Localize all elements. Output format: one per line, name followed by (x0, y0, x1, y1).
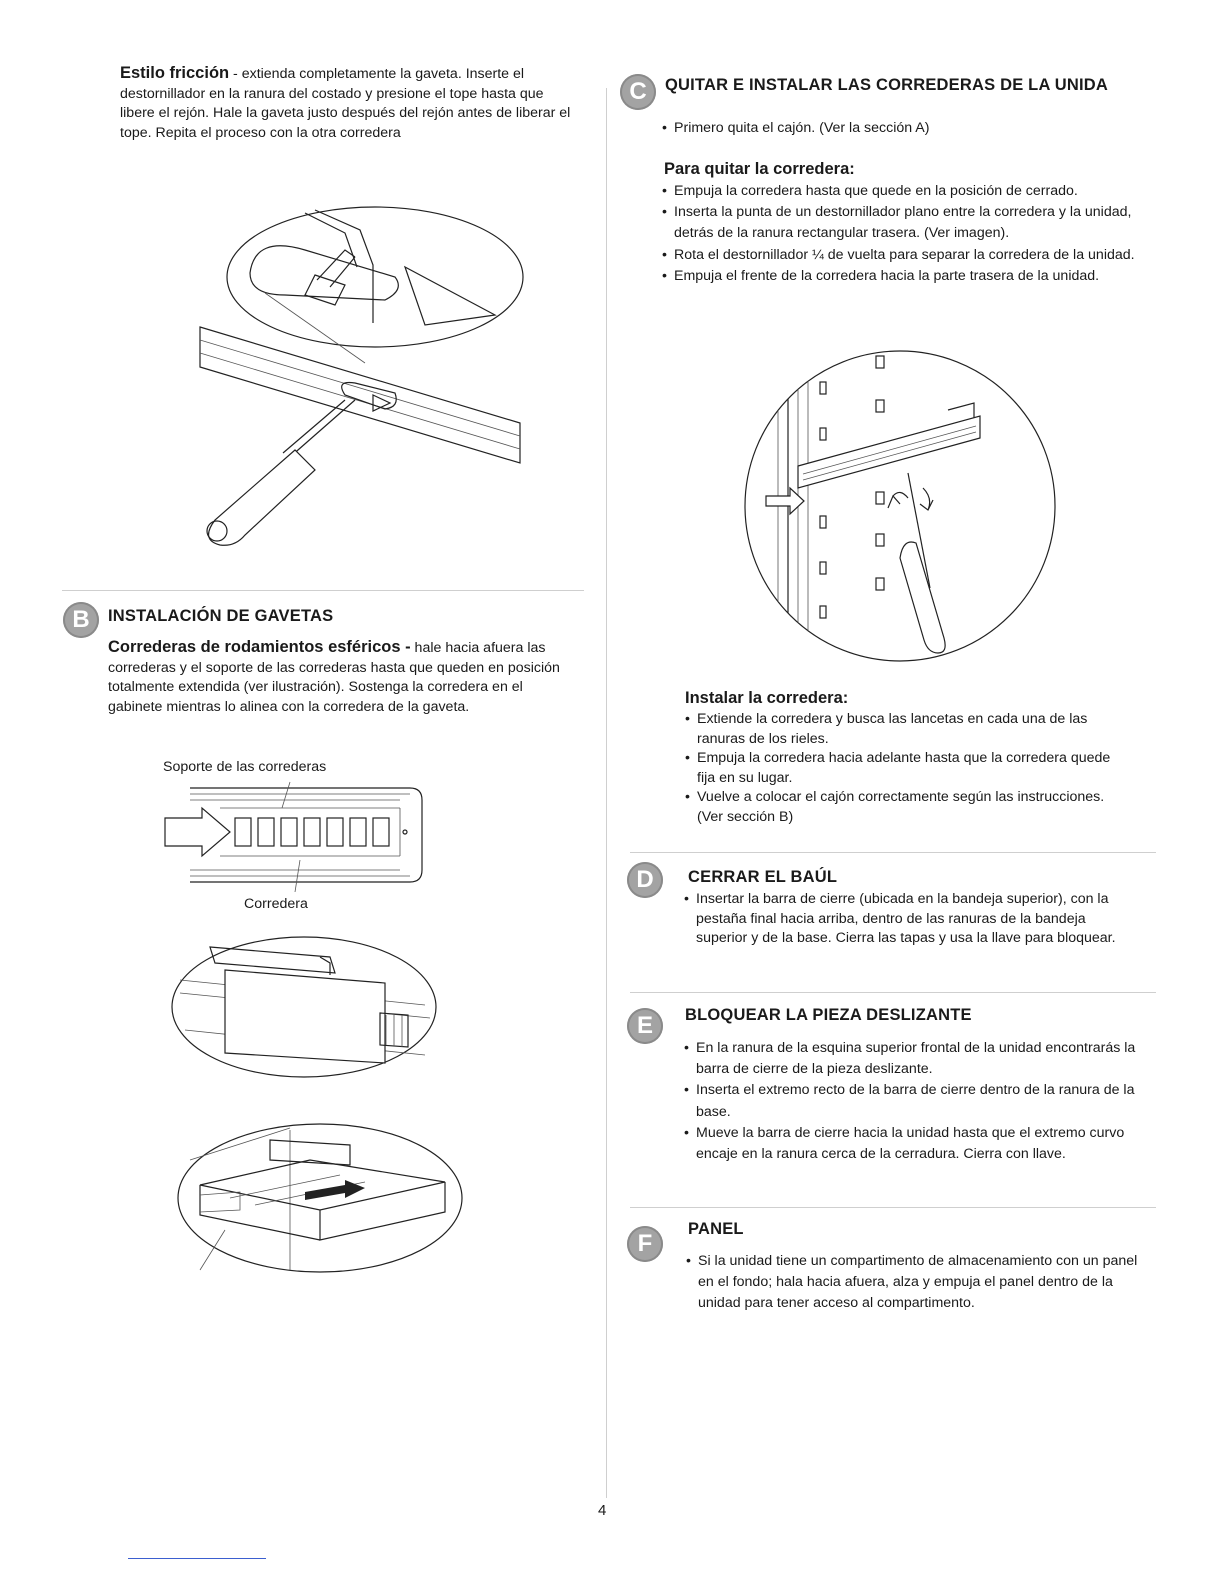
section-b-badge: B (63, 602, 99, 638)
section-e-badge: E (627, 1008, 663, 1044)
remove-slide-illustration (748, 348, 1058, 666)
list-item: • Empuja el frente de la corredera hacia la parte trasera de la unidad. (662, 266, 1154, 287)
section-b-heading: INSTALACIÓN DE GAVETAS (108, 607, 334, 625)
divider-right-1 (630, 852, 1156, 853)
remove-title: Para quitar la corredera: (664, 160, 855, 178)
footnote-rule (128, 1558, 266, 1559)
section-c-intro-list (662, 118, 1132, 139)
install-title: Instalar la corredera: (685, 689, 849, 707)
slide-align-illustration (170, 935, 440, 1085)
list-item: • Mueve la barra de cierre hacia la unidad hasta que el extremo curvo encaje en la ranura cerca de la cerradura. Cierra con llave. (684, 1123, 1154, 1165)
list-item: • Inserta la punta de un destornillador plano entre la corredera y la unidad, detrás de la ranura rectangular trasera. (Ver imagen). (662, 202, 1154, 244)
page-number: 4 (598, 1502, 607, 1519)
remove-list (662, 181, 1154, 287)
section-b-text: hale hacia afuera las correderas y el soporte de las correderas hasta que queden en posición totalmente extendida (ver ilustración). Sostenga la corredera en el gabinete mientras lo alinea con la corredera de la gaveta. (108, 640, 560, 715)
section-f-list (686, 1251, 1150, 1315)
section-f-heading: PANEL (688, 1220, 744, 1238)
column-divider (606, 88, 607, 1498)
list-item: • Empuja la corredera hasta que quede en la posición de cerrado. (662, 181, 1154, 202)
list-item: • Rota el destornillador ¼ de vuelta para separar la corredera de la unidad. (662, 245, 1154, 266)
list-item: • En la ranura de la esquina superior frontal de la unidad encontrarás la barra de cierre de la pieza deslizante. (684, 1038, 1154, 1080)
label-slide: Corredera (244, 896, 308, 912)
list-item: • Extiende la corredera y busca las lancetas en cada una de las ranuras de los rieles. (685, 710, 1125, 749)
drawer-illustration (170, 1120, 465, 1275)
friction-paragraph (120, 64, 572, 143)
section-b-subtitle: Correderas de rodamientos esféricos - (108, 638, 411, 656)
section-b-paragraph (108, 638, 574, 717)
label-support: Soporte de las correderas (163, 759, 327, 775)
section-e-list (684, 1038, 1154, 1165)
list-item: • Inserta el extremo recto de la barra de cierre dentro de la ranura de la base. (684, 1080, 1154, 1122)
section-c-intro: • Primero quita el cajón. (Ver la sección A) (662, 118, 1132, 139)
list-item: • Insertar la barra de cierre (ubicada en la bandeja superior), con la pestaña final hacia arriba, dentro de las ranuras de la bandeja superior y de la base. Cierra las tapas y usa la llave para bloquear. (684, 890, 1128, 949)
friction-text: - extienda completamente la gaveta. Inserte el destornillador en la ranura del costado y presione el tope hasta que libere el rejón. Hale la gaveta justo después del rejón antes de liberar el tope. Repita el proceso con la otra corredera (120, 66, 571, 141)
slide-support-illustration (160, 780, 435, 890)
section-e-heading: BLOQUEAR LA PIEZA DESLIZANTE (685, 1006, 972, 1024)
section-d-badge: D (627, 862, 663, 898)
divider-right-2 (630, 992, 1156, 993)
friction-release-illustration (195, 195, 555, 550)
list-item: • Empuja la corredera hacia adelante hasta que la corredera quede fija en su lugar. (685, 749, 1125, 788)
section-d-heading: CERRAR EL BAÚL (688, 868, 838, 886)
section-d-list (684, 890, 1128, 949)
divider-left-1 (62, 590, 584, 591)
list-item: • Vuelve a colocar el cajón correctamente según las instrucciones. (Ver sección B) (685, 788, 1125, 827)
list-item: • Si la unidad tiene un compartimento de almacenamiento con un panel en el fondo; hala hacia afuera, alza y empuja el panel dentro de la unidad para tener acceso al compartimento. (686, 1251, 1150, 1315)
section-c-heading: QUITAR E INSTALAR LAS CORREDERAS DE LA UNIDA (665, 76, 1108, 94)
divider-right-3 (630, 1207, 1156, 1208)
install-list (685, 710, 1125, 827)
section-c-badge: C (620, 74, 656, 110)
section-f-badge: F (627, 1226, 663, 1262)
friction-title: Estilo fricción (120, 64, 230, 82)
